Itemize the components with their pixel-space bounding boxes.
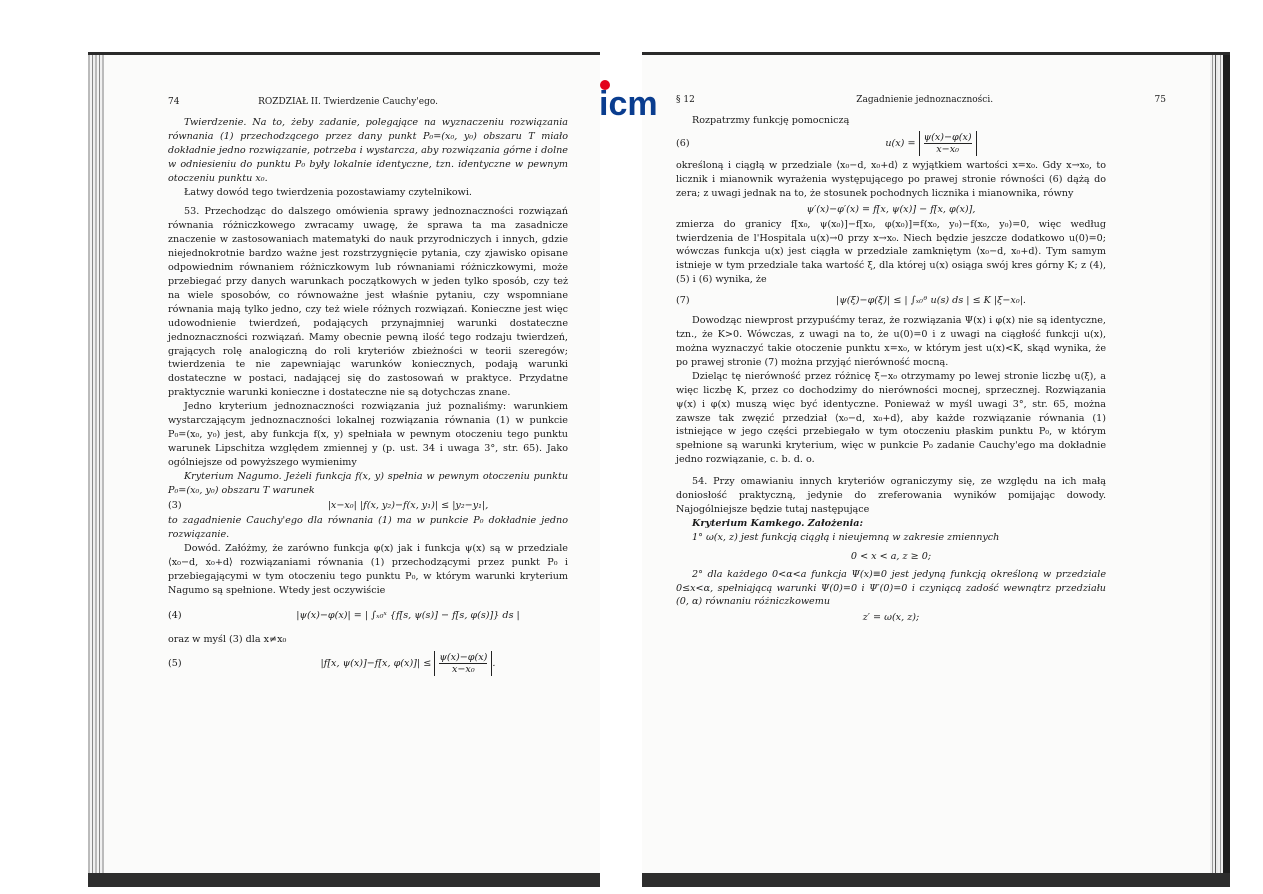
eq-number: (3): [168, 500, 182, 512]
continuity-paragraph: określoną i ciągłą w przedziale ⟨x₀−d, x₀+d⟩ z wyjątkiem wartości x=x₀. Gdy x→x₀, to licznik i mianownik wyrażenia występującego po prawej stronie równości (6) dążą do zera; z uwagi jednak na to, że stosunek pochodnych licznika i mianownika, równy: [676, 159, 1106, 199]
kamke-title: Kryterium Kamkego. Założenia:: [692, 517, 863, 529]
right-running-head: [676, 95, 1166, 105]
eq-number: (7): [676, 295, 690, 307]
condition-2-equation: [676, 612, 1106, 623]
page-edge-left: [88, 55, 104, 873]
eq-lhs: u(x) =: [885, 137, 916, 149]
equation-7: [676, 295, 1106, 306]
right-page-content: [676, 95, 1166, 626]
icm-logo: [597, 79, 667, 119]
conclusion-paragraph: Dzieląc tę nierówność przez różnicę ξ−x₀ otrzymamy po lewej stronie liczbę u(ξ), a więc liczbę K, przez co dochodzimy do nierówności mocnej, sprzecznej. Rozwiązania ψ(x) i φ(x) muszą więc być identyczne. Ponieważ w myśl uwagi 3°, str. 65, można zawsze tak zwęzić przedział ⟨x₀−d, x₀+d⟩, aby każde rozwiązanie równania (1) istniejące w jego części przebiegało w tym otoczeniu płaskim punktu P₀, w którym spełnione są warunki kryterium, więc w punkcie P₀ zadanie Cauchy'ego ma dokładnie jedno rozwiązanie, c. b. d. o.: [676, 370, 1106, 466]
nagumo-criterion: Kryterium Nagumo. Jeżeli funkcja f(x, y) spełnia w pewnym otoczeniu punktu P₀=(x₀, y₀) obszaru T warunek: [168, 470, 568, 496]
eq-lhs: |f[x, ψ(x)]−f[x, φ(x)]| ≤: [320, 657, 432, 669]
eq-expression: ψ′(x)−φ′(x) = f[x, ψ(x)] − f[x, φ(x)],: [806, 203, 976, 215]
eq-denominator: x−x₀: [936, 143, 959, 155]
section-54-paragraph: 54. Przy omawianiu innych kryteriów ograniczymy się, ze względu na ich małą doniosłość praktyczną, jedynie do zreferowania wyników pomijając dowody. Najogólniejsze będzie tutaj następujące: [676, 476, 1106, 515]
page-edge-shadow: [1223, 55, 1230, 873]
eq-expression: |ψ(x)−φ(x)| = | ∫ₓ₀ˣ {f[s, ψ(s)] − f[s, φ(s)]} ds |: [296, 609, 520, 621]
equation-6: [676, 131, 1106, 156]
section-marker: § 12: [676, 95, 695, 105]
eq-number: (5): [168, 657, 182, 669]
left-page-number: 74: [168, 97, 180, 107]
kamke-condition-1: 1° ω(x, z) jest funkcją ciągłą i nieujemną w zakresie zmiennych: [692, 531, 1000, 543]
eq-number: (6): [676, 137, 690, 149]
limit-paragraph: zmierza do granicy f[x₀, ψ(x₀)]−f[x₀, φ(x₀)]=f(x₀, y₀)−f(x₀, y₀)=0, więc według twierdzenia de l'Hospitala u(x)→0 przy x→x₀. Niech będzie jeszcze dodatkowo u(0)=0; wówczas funkcja u(x) jest ciągła w przedziale zamkniętym ⟨x₀−d, x₀+d⟩. Tym samym istnieje w tym przedziale taka wartość ξ, dla której u(x) osiąga swój kres górny K; z (4), (5) i (6) wynika, że: [676, 218, 1106, 286]
proof-paragraph: Dowód. Załóżmy, że zarówno funkcja φ(x) jak i funkcja ψ(x) są w przedziale ⟨x₀−d, x₀+d⟩ rozwiązaniami równania (1) przechodzącymi przez punkt P₀ i przebiegającymi w tym otoczeniu tego punktu P₀, w którym warunki kryterium Nagumo są spełnione. Wtedy jest oczywiście: [168, 543, 568, 596]
eq-expression: |ψ(ξ)−φ(ξ)| ≤ | ∫ₓ₀ᶿ u(s) ds | ≤ K |ξ−x₀|.: [836, 295, 1026, 307]
contradiction-paragraph: Dowodząc niewprost przypuśćmy teraz, że rozwiązania Ψ(x) i φ(x) nie są identyczne, tzn., że K>0. Wówczas, z uwagi na to, że u(0)=0 i z uwagi na ciągłość funkcji u(x), można wyznaczyć takie otoczenie punktu x=x₀, w którym jest u(x)<K, skąd wynika, że po prawej stronie (7) można przyjąć nierówność mocną.: [676, 315, 1106, 368]
left-page-content: [168, 97, 568, 679]
eq-numerator: ψ(x)−φ(x): [439, 651, 488, 663]
auxiliary-intro: Rozpatrzmy funkcję pomocniczą: [692, 115, 850, 126]
eq-expression: 0 < x < a, z ≥ 0;: [850, 550, 932, 562]
section-53-paragraph: 53. Przechodząc do dalszego omówienia sprawy jednoznaczności rozwiązań równania różniczkowego zwracamy uwagę, że sprawa ta ma zasadnicze znaczenie w zastosowaniach matematyki do nauk przyrodniczych i innych, gdzie niejednokrotnie bardzo ważne jest rozstrzygnięcie pytania, czy zjawisko opisane odpowiednim równaniem różniczkowym lub równaniami różniczkowymi, może przebiegać przy danych warunkach początkowych w jeden tylko sposób, czy też na wiele sposobów, co równoważne jest właśnie pytaniu, czy wspomniane równania mają tylko jedno, czy też wiele różnych rozwiązań. Konieczne jest więc udowodnienie twierdzeń, podających przynajmniej warunki dostateczne jednoznaczności rozwiązań. Mamy obecnie pewną ilość tego rodzaju twierdzeń, grających rolę analogiczną do roli kryteriów zbieżności w teorii szeregów; twierdzenia te nie zapewniając warunków koniecznych, podają warunki dostateczne w postaci, nadającej się do zastosowań w praktyce. Przydatne praktycznie warunki konieczne i dostateczne nie są dotychczas znane.: [168, 206, 568, 399]
logo-text: icm: [599, 85, 658, 119]
left-running-head: [168, 97, 568, 107]
derivative-equation: [676, 204, 1106, 215]
left-chapter-title: ROZDZIAŁ II. Twierdzenie Cauchy'ego.: [258, 97, 438, 107]
nagumo-conclusion: to zagadnienie Cauchy'ego dla równania (1) ma w punkcie P₀ dokładnie jedno rozwiązanie.: [168, 515, 568, 541]
lipschitz-paragraph: Jedno kryterium jednoznaczności rozwiązania już poznaliśmy: warunkiem wystarczającym jednoznaczności lokalnej rozwiązania równania (1) w punkcie P₀=(x₀, y₀) jest, aby funkcja f(x, y) spełniała w pewnym otoczeniu tego punktu warunek Lipschitza względem zmiennej y (p. ust. 34 i uwaga 3°, str. 65). Jako ogólniejsze od powyższego wymienimy: [168, 401, 568, 468]
condition-1-range: [676, 551, 1106, 562]
eq-fraction: [434, 651, 492, 676]
kamke-condition-2: 2° dla każdego 0<α<a funkcja Ψ(x)≡0 jest jedyną funkcją określoną w przedziale 0≤x<α, spełniającą warunki Ψ(0)=0 i Ψ′(0)=0 i czyniącą zadość wewnątrz przedziału (0, α) równaniu różniczkowemu: [676, 568, 1106, 608]
equation-3: [168, 500, 568, 511]
eq-fraction: [919, 131, 977, 156]
left-book-page: [88, 52, 600, 887]
right-page-number: 75: [1154, 95, 1166, 105]
eq-expression: z′ = ω(x, z);: [862, 612, 920, 624]
eq-expression: |x−x₀| |f(x, y₂)−f(x, y₁)| ≤ |y₂−y₁|,: [327, 500, 489, 512]
theorem-paragraph: Twierdzenie. Na to, żeby zadanie, polegające na wyznaczeniu rozwiązania równania (1) przechodzącego przez dany punkt P₀=(x₀, y₀) obszaru T miało dokładnie jedno rozwiązanie, potrzeba i wystarcza, aby rozwiązania górne i dolne w odniesieniu do punktu P₀ były lokalnie identyczne, tzn. identyczne w pewnym otoczeniu punktu x₀.: [168, 117, 568, 184]
eq-body: |f[x, ψ(x)]−f[x, φ(x)]| ≤ $\frac{\psi(x)-\varphi(x)}{\text{x−x₀}}$ .: [320, 651, 496, 675]
eq-denominator: x−x₀: [451, 663, 475, 675]
equation-4: [168, 610, 568, 621]
right-book-page: [642, 52, 1230, 887]
proof-note: Łatwy dowód tego twierdzenia pozostawiamy czytelnikowi.: [184, 186, 472, 198]
eq-number: (4): [168, 609, 182, 621]
eq-body: [756, 131, 1106, 156]
inequality-intro: oraz w myśl (3) dla x≠x₀: [168, 633, 287, 645]
right-chapter-title: Zagadnienie jednoznaczności.: [856, 95, 994, 105]
eq-numerator: ψ(x)−φ(x): [923, 131, 972, 143]
equation-5: [168, 651, 568, 676]
